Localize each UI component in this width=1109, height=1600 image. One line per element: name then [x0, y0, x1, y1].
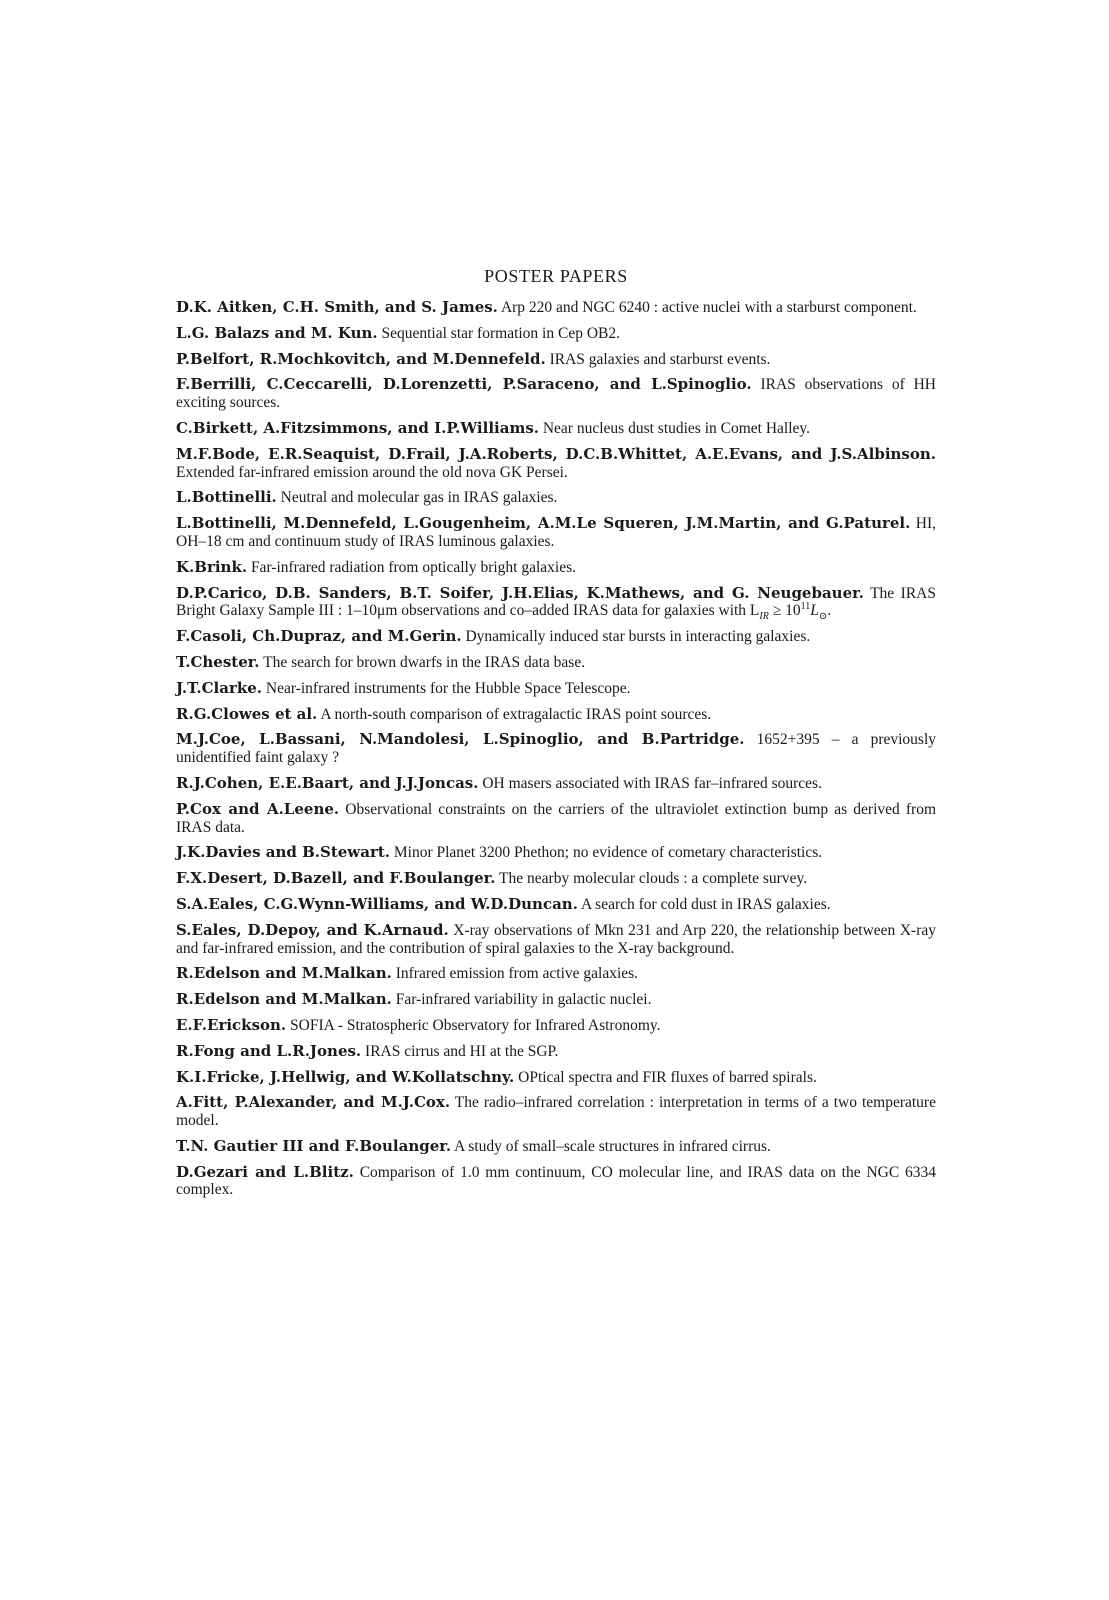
paper-authors: R.J.Cohen, E.E.Baart, and J.J.Joncas.	[176, 773, 479, 792]
paper-title: X-ray observations of Mkn 231 and Arp 220, the relationship between X-ray and far-infrared emission, and the contribution of spiral galaxies to the X-ray background.	[176, 921, 936, 957]
paper-title: Far-infrared radiation from optically bright galaxies.	[250, 558, 577, 576]
paper-authors: L.Bottinelli.	[176, 488, 277, 507]
paper-title-subscript-host	[759, 602, 769, 623]
paper-authors: R.Edelson and M.Malkan.	[176, 964, 392, 983]
paper-authors: S.Eales, D.Depoy, and K.Arnaud.	[176, 920, 449, 939]
paper-entry	[176, 420, 936, 438]
paper-entry	[176, 1069, 936, 1087]
paper-authors: F.X.Desert, D.Bazell, and F.Boulanger.	[176, 869, 496, 888]
paper-title: IRAS cirrus and HI at the SGP.	[365, 1042, 559, 1060]
paper-authors: J.T.Clarke.	[176, 678, 263, 697]
section-heading: POSTER PAPERS	[484, 266, 628, 286]
paper-entry	[176, 351, 936, 369]
paper-title-end: L	[810, 602, 819, 620]
paper-entry	[176, 844, 936, 862]
paper-authors: R.Fong and L.R.Jones.	[176, 1041, 362, 1060]
paper-authors: R.Edelson and M.Malkan.	[176, 990, 392, 1009]
paper-entry	[176, 706, 936, 724]
paper-entry	[176, 731, 936, 767]
paper-entry	[176, 1017, 936, 1035]
paper-entry	[176, 1094, 936, 1130]
poster-paper-list	[176, 299, 936, 1207]
paper-entry	[176, 489, 936, 507]
paper-entry	[176, 896, 936, 914]
paper-title-subscript: IR	[759, 611, 769, 623]
paper-title: Infrared emission from active galaxies.	[395, 965, 639, 983]
paper-title: Observational constraints on the carriers of the ultraviolet extinction bump as derived from IRAS data.	[176, 800, 937, 836]
paper-authors: L.Bottinelli, M.Dennefeld, L.Gougenheim, A.M.Le Squeren, J.M.Martin, and G.Paturel.	[176, 514, 911, 533]
paper-title-mid: ≥ 10	[768, 602, 801, 620]
paper-title: The search for brown dwarfs in the IRAS data base.	[263, 653, 586, 671]
paper-authors: M.F.Bode, E.R.Seaquist, D.Frail, J.A.Roberts, D.C.B.Whittet, A.E.Evans, and J.S.Albinson.	[176, 444, 936, 463]
paper-authors: S.A.Eales, C.G.Wynn-Williams, and W.D.Duncan.	[176, 894, 578, 913]
paper-authors: T.N. Gautier III and F.Boulanger.	[176, 1136, 452, 1155]
paper-entry	[176, 559, 936, 577]
paper-entry	[176, 1043, 936, 1061]
paper-entry	[176, 376, 936, 412]
paper-authors: C.Birkett, A.Fitzsimmons, and I.P.Williams.	[176, 418, 539, 437]
paper-authors: P.Cox and A.Leene.	[176, 799, 340, 818]
paper-authors: R.G.Clowes et al.	[176, 704, 318, 723]
paper-title: OPtical spectra and FIR fluxes of barred spirals.	[518, 1068, 817, 1086]
paper-entry	[176, 585, 936, 621]
paper-title-superscript: 11	[800, 601, 811, 613]
paper-title: The IRAS Bright Galaxy Sample III : 1–10μm observations and co–added IRAS data for galaxies with L	[176, 584, 936, 620]
paper-title: The nearby molecular clouds : a complete survey.	[499, 870, 808, 888]
paper-authors: K.I.Fricke, J.Hellwig, and W.Kollatschny.	[176, 1067, 515, 1086]
paper-title: A north-south comparison of extragalactic IRAS point sources.	[320, 705, 712, 723]
paper-entry	[176, 870, 936, 888]
paper-title: Near-infrared instruments for the Hubble Space Telescope.	[265, 679, 631, 697]
paper-title: IRAS galaxies and starburst events.	[549, 350, 771, 368]
paper-authors: E.F.Erickson.	[176, 1015, 287, 1034]
paper-authors: D.P.Carico, D.B. Sanders, B.T. Soifer, J.H.Elias, K.Mathews, and G. Neugebauer.	[176, 583, 864, 602]
paper-title: Extended far-infrared emission around the old nova GK Persei.	[176, 463, 568, 481]
paper-title: HI, OH–18 cm and continuum study of IRAS luminous galaxies.	[176, 515, 936, 550]
paper-entry	[176, 325, 936, 343]
paper-entry	[176, 446, 936, 482]
paper-entry	[176, 965, 936, 983]
paper-title: The radio–infrared correlation : interpretation in terms of a two temperature model.	[176, 1094, 936, 1130]
paper-entry	[176, 775, 936, 793]
paper-entry	[176, 299, 936, 317]
paper-authors: F.Berrilli, C.Ceccarelli, D.Lorenzetti, P.Saraceno, and L.Spinoglio.	[176, 375, 752, 394]
paper-authors: D.Gezari and L.Blitz.	[176, 1162, 354, 1181]
paper-title: SOFIA - Stratospheric Observatory for Infrared Astronomy.	[290, 1016, 661, 1034]
paper-title: Near nucleus dust studies in Comet Halley.	[542, 419, 811, 437]
paper-authors: J.K.Davies and B.Stewart.	[176, 843, 390, 862]
paper-title: Arp 220 and NGC 6240 : active nuclei with a starburst component.	[500, 299, 917, 316]
paper-entry	[176, 515, 936, 551]
paper-authors: F.Casoli, Ch.Dupraz, and M.Gerin.	[176, 627, 462, 646]
paper-title: Sequential star formation in Cep OB2.	[381, 324, 620, 342]
paper-authors: D.K. Aitken, C.H. Smith, and S. James.	[176, 298, 498, 316]
paper-entry	[176, 991, 936, 1009]
paper-entry	[176, 1164, 936, 1200]
paper-authors: M.J.Coe, L.Bassani, N.Mandolesi, L.Spinoglio, and B.Partridge.	[176, 730, 745, 749]
paper-authors: L.G. Balazs and M. Kun.	[176, 323, 378, 342]
paper-title: IRAS observations of HH exciting sources.	[176, 376, 936, 412]
paper-title: A study of small–scale structures in infrared cirrus.	[454, 1137, 771, 1155]
paper-entry	[176, 801, 936, 837]
paper-entry	[176, 628, 936, 646]
paper-entry	[176, 1138, 936, 1156]
paper-authors: A.Fitt, P.Alexander, and M.J.Cox.	[176, 1093, 451, 1112]
paper-title: OH masers associated with IRAS far–infrared sources.	[482, 774, 822, 792]
paper-title: A search for cold dust in IRAS galaxies.	[580, 895, 831, 913]
paper-entry	[176, 654, 936, 672]
paper-authors: K.Brink.	[176, 557, 248, 576]
paper-title: Minor Planet 3200 Phethon; no evidence of cometary characteristics.	[393, 844, 823, 862]
paper-entry	[176, 680, 936, 698]
paper-title: Dynamically induced star bursts in interacting galaxies.	[465, 628, 811, 646]
paper-entry	[176, 922, 936, 958]
paper-title: Neutral and molecular gas in IRAS galaxies.	[280, 489, 558, 507]
paper-title: Comparison of 1.0 mm continuum, CO molecular line, and IRAS data on the NGC 6334 complex.	[176, 1163, 937, 1199]
paper-title-final: .	[827, 602, 832, 620]
paper-authors: P.Belfort, R.Mochkovitch, and M.Dennefeld.	[176, 349, 546, 368]
paper-title-end-subscript: ⊙	[818, 611, 828, 623]
paper-title: Far-infrared variability in galactic nuclei.	[395, 991, 652, 1009]
paper-title: 1652+395 – a previously unidentified faint galaxy ?	[176, 731, 936, 767]
paper-authors: T.Chester.	[176, 652, 260, 671]
